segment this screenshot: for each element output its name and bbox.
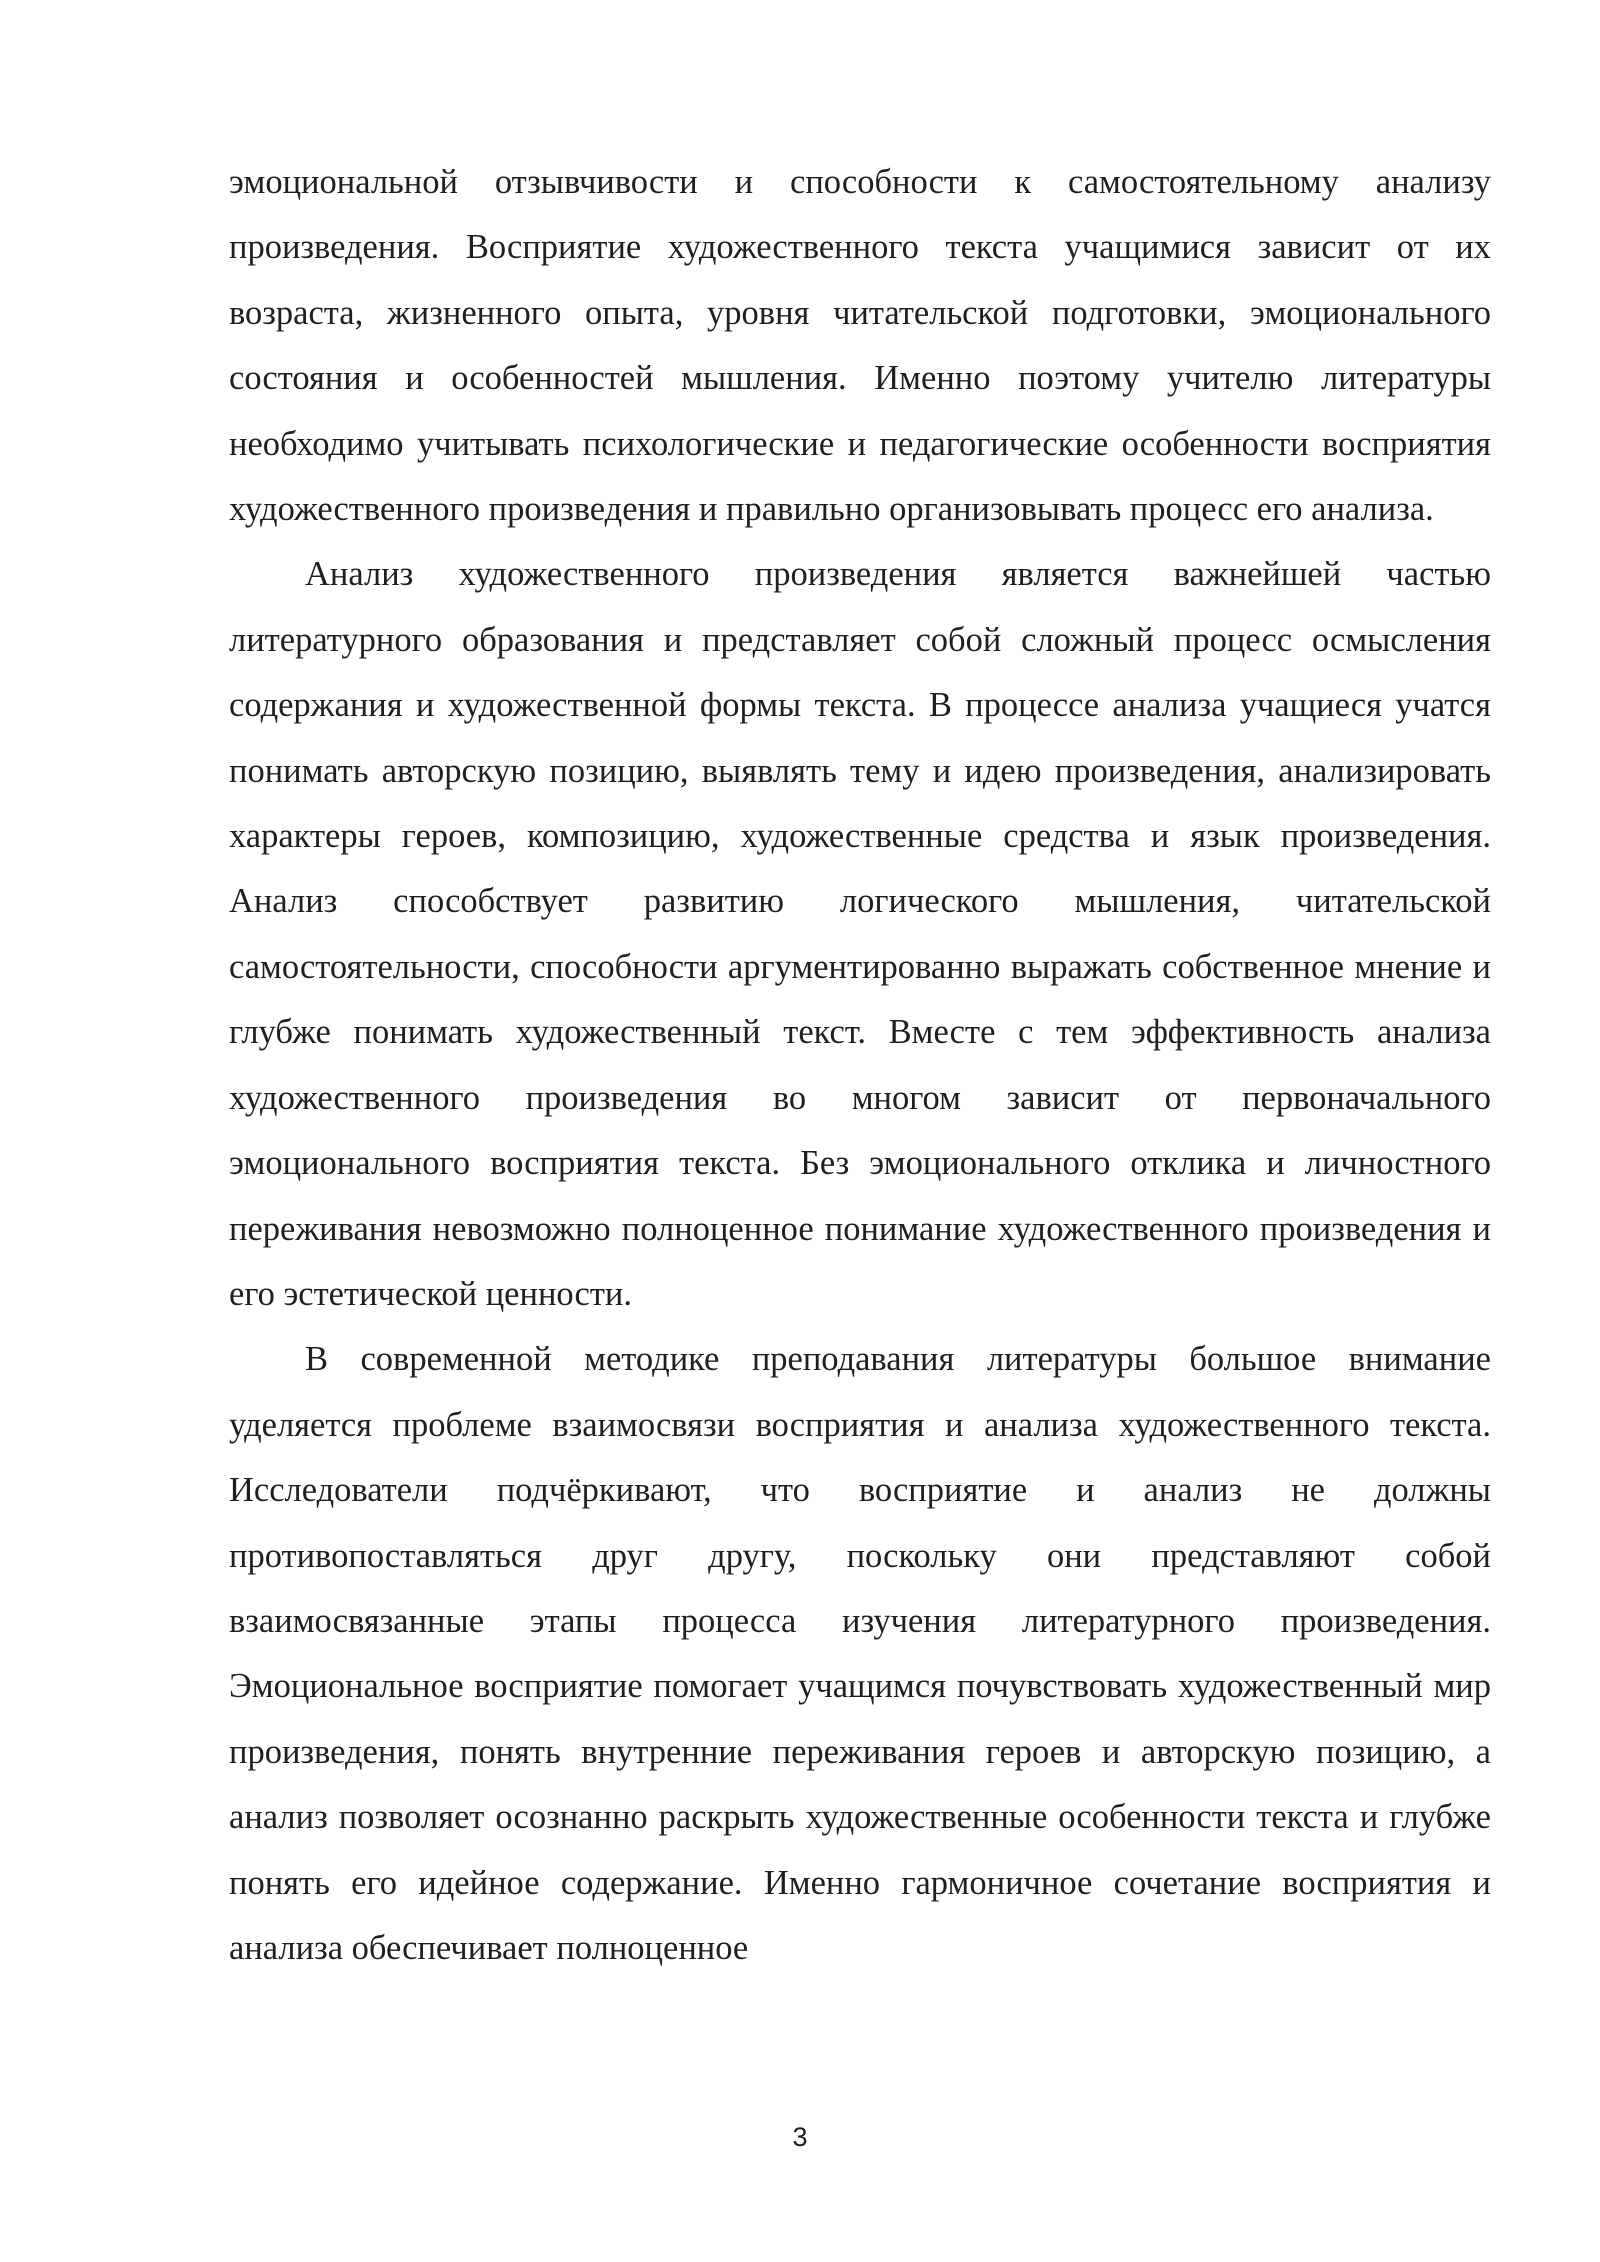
paragraph-analysis: Анализ художественного произведения является важнейшей частью литературного образования и представляет собой сложный процесс осмысления содержания и художественной формы текста. В процессе анализа учащиеся учатся понимать авторскую позицию, выявлять тему и идею произведения, анализировать характеры героев, композицию, художественные средства и язык произведения. Анализ способствует развитию логического мышления, читательской самостоятельности, способности аргументированно выражать собственное мнение и глубже понимать художественный текст. Вместе с тем эффективность анализа художественного произведения во многом зависит от первоначального эмоционального восприятия текста. Без эмоционального отклика и личностного переживания невозможно полноценное понимание художественного произведения и его эстетической ценности. — [229, 555, 1491, 1313]
page-number: 3 — [792, 2122, 808, 2152]
document-body — [229, 150, 1491, 1981]
paragraph-methodology: В современной методике преподавания литературы большое внимание уделяется проблеме взаимосвязи восприятия и анализа художественного текста. Исследователи подчёркивают, что восприятие и анализ не должны противопоставляться друг другу, поскольку они представляют собой взаимосвязанные этапы процесса изучения литературного произведения. Эмоциональное восприятие помогает учащимся почувствовать художественный мир произведения, понять внутренние переживания героев и авторскую позицию, а анализ позволяет осознанно раскрыть художественные особенности текста и глубже понять его идейное содержание. Именно гармоничное сочетание восприятия и анализа обеспечивает полноценное — [229, 1340, 1491, 1967]
paragraph-continuation: эмоциональной отзывчивости и способности к самостоятельному анализу произведения. Восприятие художественного текста учащимися зависит от их возраста, жизненного опыта, уровня читательской подготовки, эмоционального состояния и особенностей мышления. Именно поэтому учителю литературы необходимо учитывать психологические и педагогические особенности восприятия художественного произведения и правильно организовывать процесс его анализа. — [229, 163, 1491, 529]
